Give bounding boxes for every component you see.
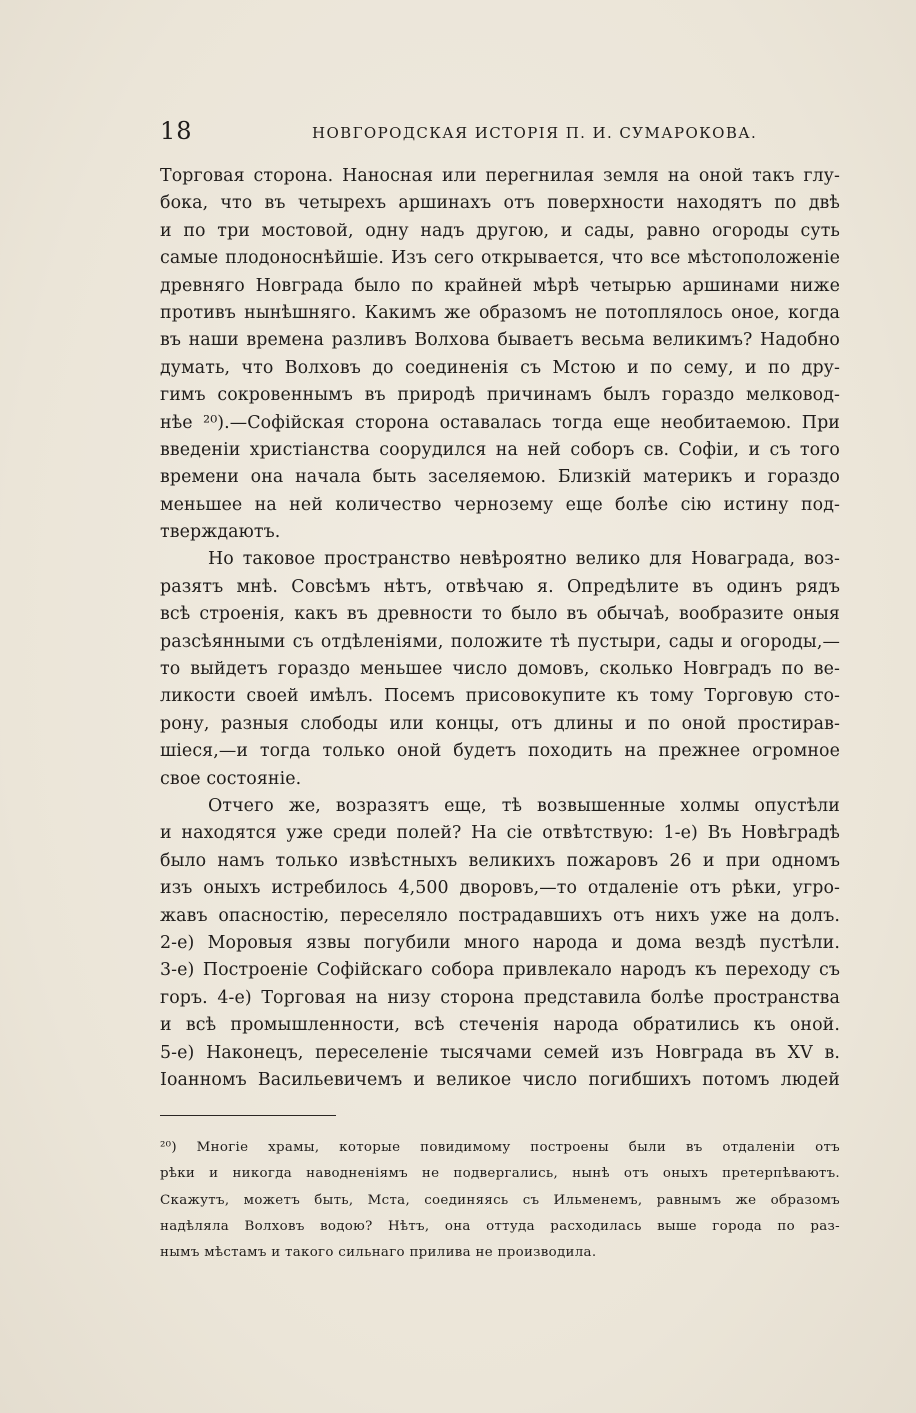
paragraph-2 <box>160 546 840 793</box>
text-line: бока, что въ четырехъ аршинахъ отъ поверхности находятъ по двѣ <box>160 193 840 214</box>
footnote-line: рѣки и никогда наводненіямъ не подвергались, нынѣ отъ оныхъ претерпѣваютъ. <box>160 1166 840 1182</box>
text-line: противъ нынѣшняго. Какимъ же образомъ не потоплялось оное, когда <box>160 302 840 323</box>
text-line: было намъ только извѣстныхъ великихъ пожаровъ 26 и при одномъ <box>160 850 840 871</box>
text-line: разсѣянными съ отдѣленіями, положите тѣ пустыри, сады и огороды,— <box>160 631 840 652</box>
text-line: рону, разныя слободы или концы, отъ длины и по оной простирав- <box>160 713 840 734</box>
footnote-line: ²⁰) Многіе храмы, которые повидимому построены были въ отдаленіи отъ <box>160 1140 840 1155</box>
text-line: всѣ строенія, какъ въ древности то было въ обычаѣ, вообразите оныя <box>160 604 840 625</box>
text-line: гимъ сокровеннымъ въ природѣ причинамъ былъ гораздо мелковод- <box>160 385 840 406</box>
text-line: и по три мостовой, одну надъ другою, и сады, равно огороды суть <box>160 220 840 241</box>
text-line: то выйдетъ гораздо меньшее число домовъ, сколько Новградъ по ве- <box>160 659 840 680</box>
text-line: древняго Новграда было по крайней мѣрѣ четырью аршинами ниже <box>160 275 840 296</box>
footnote-line: надѣляла Волховъ водою? Нѣтъ, она оттуда расходилась выше города по раз- <box>160 1218 840 1234</box>
text-line: самые плодоноснѣйшіе. Изъ сего открывается, что все мѣстоположеніе <box>160 248 840 269</box>
text-line: Отчего же, возразятъ еще, тѣ возвышенные холмы опустѣли <box>208 795 840 816</box>
text-line: горъ. 4-е) Торговая на низу сторона представила болѣе пространства <box>160 987 840 1008</box>
page-number: 18 <box>160 117 193 145</box>
text-line: Но таковое пространство невѣроятно велико для Новаграда, воз- <box>208 549 840 570</box>
text-line: ликости своей имѣлъ. Посемъ присовокупите къ тому Торговую сто- <box>160 686 840 707</box>
footnote-line: нымъ мѣстамъ и такого сильнаго прилива не производила. <box>160 1245 597 1261</box>
running-head: НОВГОРОДСКАЯ ИСТОРІЯ П. И. СУМАРОКОВА. <box>312 124 758 142</box>
text-line: и всѣ промышленности, всѣ стеченія народа обратились къ оной. <box>160 1015 840 1036</box>
text-line: и находятся уже среди полей? На сіе отвѣтствую: 1-е) Въ Новѣградѣ <box>160 823 840 844</box>
text-line: въ наши времена разливъ Волхова бываетъ весьма великимъ? Надобно <box>160 330 840 351</box>
text-line: Торговая сторона. Наносная или перегнилая земля на оной такъ глу- <box>160 166 840 186</box>
paragraph-1 <box>160 163 840 546</box>
footnote-line: Скажутъ, можетъ быть, Мста, соединяясь съ Ильменемъ, равнымъ же образомъ <box>160 1192 840 1208</box>
text-line: Іоанномъ Васильевичемъ и великое число погибшихъ потомъ людей <box>160 1069 840 1090</box>
text-line: думать, что Волховъ до соединенія съ Мстою и по сему, и по дру- <box>160 357 840 378</box>
footnote-divider <box>160 1115 336 1116</box>
text-line: изъ оныхъ истребилось 4,500 дворовъ,—то отдаленіе отъ рѣки, угро- <box>160 878 840 899</box>
text-line-footnote-ref: нѣе ²⁰).—Софійская сторона оставалась тогда еще необитаемою. При <box>160 412 840 433</box>
text-line: свое состояніе. <box>160 768 302 789</box>
text-line: 2-е) Моровыя язвы погубили много народа и дома вездѣ пустѣли. <box>160 932 840 953</box>
text-line: шіеся,—и тогда только оной будетъ походить на прежнее огромное <box>160 741 840 762</box>
text-line: 3-е) Построеніе Софійскаго собора привлекало народъ къ переходу съ <box>160 960 840 981</box>
paragraph-3 <box>160 793 840 1094</box>
text-line: разятъ мнѣ. Совсѣмъ нѣтъ, отвѣчаю я. Опредѣлите въ одинъ рядъ <box>160 576 840 597</box>
text-line: меньшее на ней количество чернозему еще болѣе сію истину под- <box>160 494 840 515</box>
text-line: тверждаютъ. <box>160 522 281 543</box>
footnote <box>160 1135 840 1266</box>
text-line: времени она начала быть заселяемою. Близкій материкъ и гораздо <box>160 467 840 488</box>
text-line: жавъ опасностію, переселяло пострадавшихъ отъ нихъ уже на долъ. <box>160 905 840 926</box>
text-line: 5-е) Наконецъ, переселеніе тысячами семей изъ Новграда въ XV в. <box>160 1042 840 1063</box>
body-text <box>160 163 840 1094</box>
text-line: введеніи христіанства соорудился на ней соборъ св. Софіи, и съ того <box>160 439 840 460</box>
